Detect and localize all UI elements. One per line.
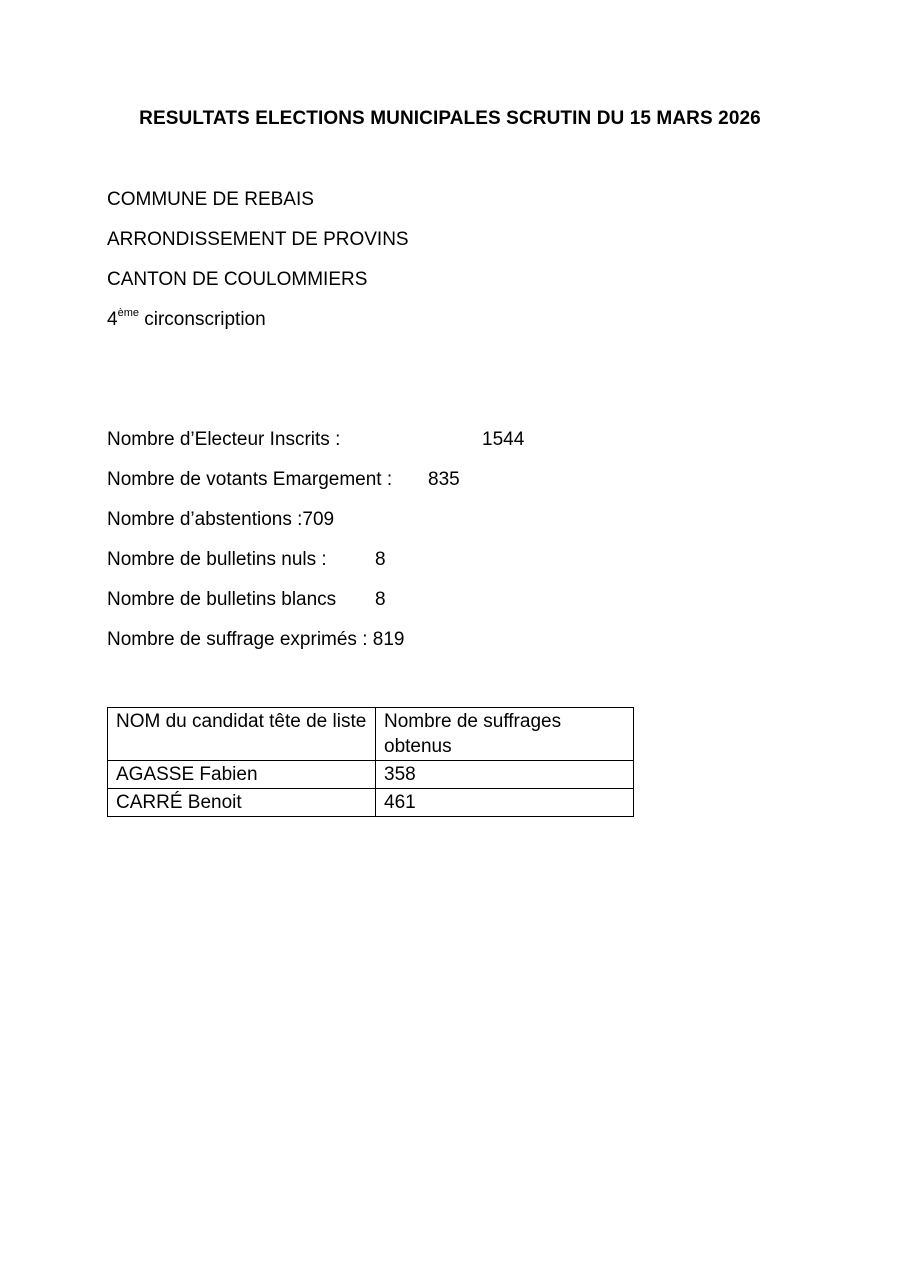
circonscription-label: circonscription	[138, 309, 266, 330]
commune-line: COMMUNE DE REBAIS	[107, 189, 314, 210]
inscrits-value: 1544	[482, 429, 525, 450]
abstentions-label: Nombre d’abstentions :	[107, 509, 303, 530]
candidate-name: CARRÉ Benoit	[108, 789, 376, 817]
nuls-value: 8	[375, 549, 386, 570]
votants-label: Nombre de votants Emargement :	[107, 469, 393, 490]
votants-value: 835	[428, 469, 460, 490]
blancs-label: Nombre de bulletins blancs	[107, 589, 337, 610]
candidate-votes: 358	[376, 761, 634, 789]
table-row	[108, 789, 634, 817]
exprimes-line	[107, 628, 404, 652]
results-table	[107, 707, 634, 817]
document-title: RESULTATS ELECTIONS MUNICIPALES SCRUTIN DU 15 MARS 2026	[139, 108, 761, 129]
table-row	[108, 761, 634, 789]
candidate-votes: 461	[376, 789, 634, 817]
exprimes-value: 819	[372, 629, 405, 650]
nuls-label: Nombre de bulletins nuls :	[107, 549, 327, 570]
abstentions-line	[107, 508, 334, 532]
abstentions-value: 709	[302, 509, 335, 530]
circonscription-line	[107, 308, 266, 332]
table-header-row	[108, 708, 634, 761]
header-votes: Nombre de suffrages obtenus	[376, 708, 634, 761]
canton-line: CANTON DE COULOMMIERS	[107, 269, 368, 290]
exprimes-label: Nombre de suffrage exprimés :	[107, 629, 368, 650]
circonscription-number: 4	[107, 309, 118, 330]
inscrits-label: Nombre d’Electeur Inscrits :	[107, 429, 341, 450]
blancs-value: 8	[375, 589, 386, 610]
circonscription-suffix: ème	[117, 307, 139, 319]
candidate-name: AGASSE Fabien	[108, 761, 376, 789]
arrondissement-line: ARRONDISSEMENT DE PROVINS	[107, 229, 409, 250]
header-candidate: NOM du candidat tête de liste	[108, 708, 376, 761]
